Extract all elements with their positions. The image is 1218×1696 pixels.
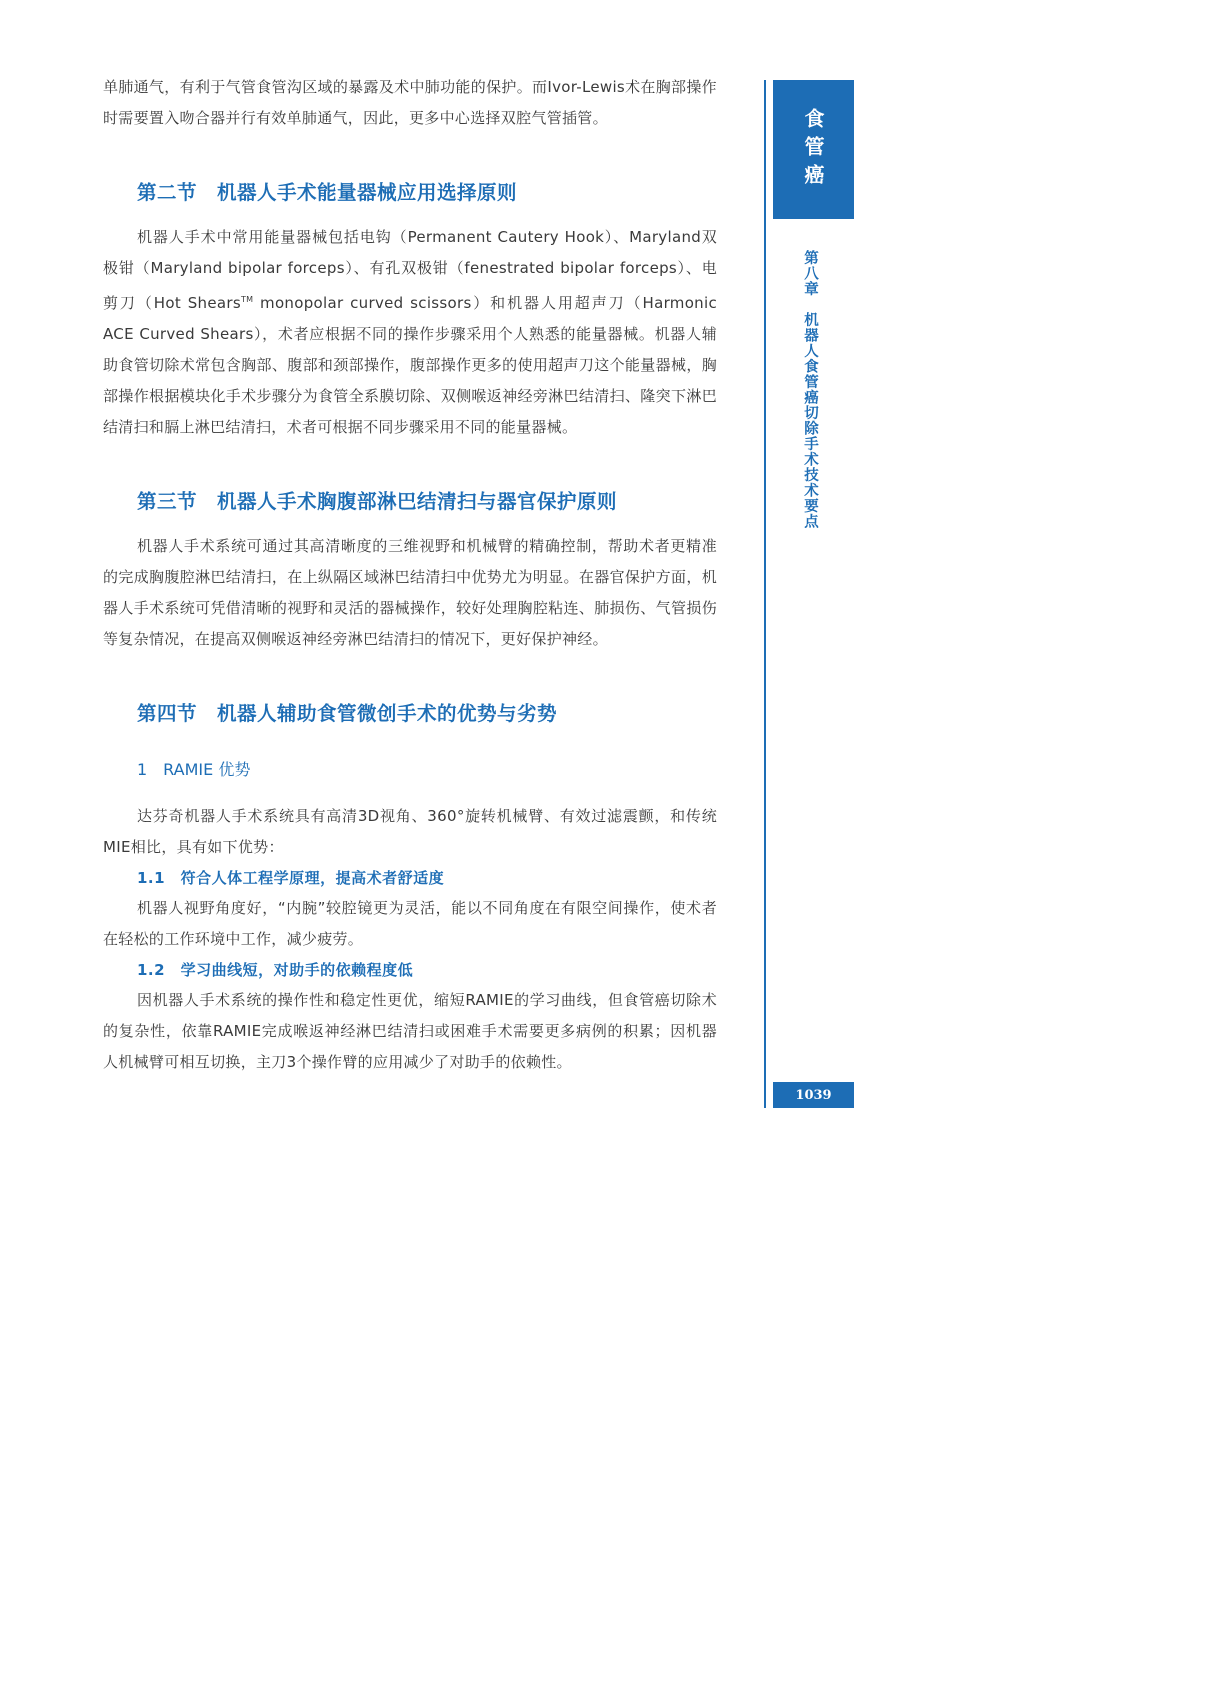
section-4-title: 第四节 机器人辅助食管微创手术的优势与劣势 bbox=[137, 702, 558, 725]
section-4-paragraph-2: 机器人视野角度好，“内腕”较腔镜更为灵活，能以不同角度在有限空间操作，使术者在轻松的工作环境中工作，减少疲劳。 bbox=[103, 899, 717, 948]
intro-paragraph: 单肺通气，有利于气管食管沟区域的暴露及术中肺功能的保护。而Ivor-Lewis术在胸部操作时需要置入吻合器并行有效单肺通气，因此，更多中心选择双腔气管插管。 bbox=[103, 78, 717, 127]
section-4-paragraph-3: 因机器人手术系统的操作性和稳定性更优，缩短RAMIE的学习曲线，但食管癌切除术的复杂性，依靠RAMIE完成喉返神经淋巴结清扫或困难手术需要更多病例的积累；因机器人机械臂可相互切换，主刀3个操作臂的应用减少了对助手的依赖性。 bbox=[103, 991, 717, 1071]
subheading-1-2: 1.2 学习曲线短，对助手的依赖程度低 bbox=[137, 961, 414, 979]
trademark-mark: TM bbox=[240, 295, 254, 304]
page-number: 1039 bbox=[773, 1082, 854, 1108]
section-3-title: 第三节 机器人手术胸腹部淋巴结清扫与器官保护原则 bbox=[137, 490, 618, 513]
page-content bbox=[103, 72, 717, 1078]
section-4-paragraph-1: 达芬奇机器人手术系统具有高清3D视角、360°旋转机械臂、有效过滤震颤，和传统MIE相比，具有如下优势： bbox=[103, 807, 717, 856]
chapter-running-title: 第八章 机器人食管癌切除手术技术要点 bbox=[802, 250, 818, 529]
subheading-ramie-advantages: 1 RAMIE 优势 bbox=[137, 760, 251, 779]
chapter-tab bbox=[773, 80, 854, 219]
section-2-text-b: monopolar curved scissors）和机器人用超声刀（Harmonic ACE Curved Shears），术者应根据不同的操作步骤采用个人熟悉的能量器械。机器人辅助食管切除术常包含胸部、腹部和颈部操作，腹部操作更多的使用超声刀这个能量器械，胸部操作根据模块化手术步骤分为食管全系膜切除、双侧喉返神经旁淋巴结清扫、隆突下淋巴结清扫和膈上淋巴结清扫，术者可根据不同步骤采用不同的能量器械。 bbox=[103, 294, 717, 436]
chapter-tab-label: 食管癌 bbox=[801, 107, 825, 192]
section-2-text-a: 机器人手术中常用能量器械包括电钩（Permanent Cautery Hook）、Maryland双极钳（Maryland bipolar forceps）、有孔双极钳（fenestrated bipolar forceps）、电剪刀（Hot Shears bbox=[103, 228, 717, 312]
sidebar-rule bbox=[764, 80, 766, 1108]
subheading-1-1: 1.1 符合人体工程学原理，提高术者舒适度 bbox=[137, 869, 445, 887]
section-2-title: 第二节 机器人手术能量器械应用选择原则 bbox=[137, 181, 518, 204]
section-3-paragraph: 机器人手术系统可通过其高清晰度的三维视野和机械臂的精确控制，帮助术者更精准的完成胸腹腔淋巴结清扫，在上纵隔区域淋巴结清扫中优势尤为明显。在器官保护方面，机器人手术系统可凭借清晰的视野和灵活的器械操作，较好处理胸腔粘连、肺损伤、气管损伤等复杂情况，在提高双侧喉返神经旁淋巴结清扫的情况下，更好保护神经。 bbox=[103, 537, 717, 648]
section-2-paragraph bbox=[103, 222, 717, 443]
